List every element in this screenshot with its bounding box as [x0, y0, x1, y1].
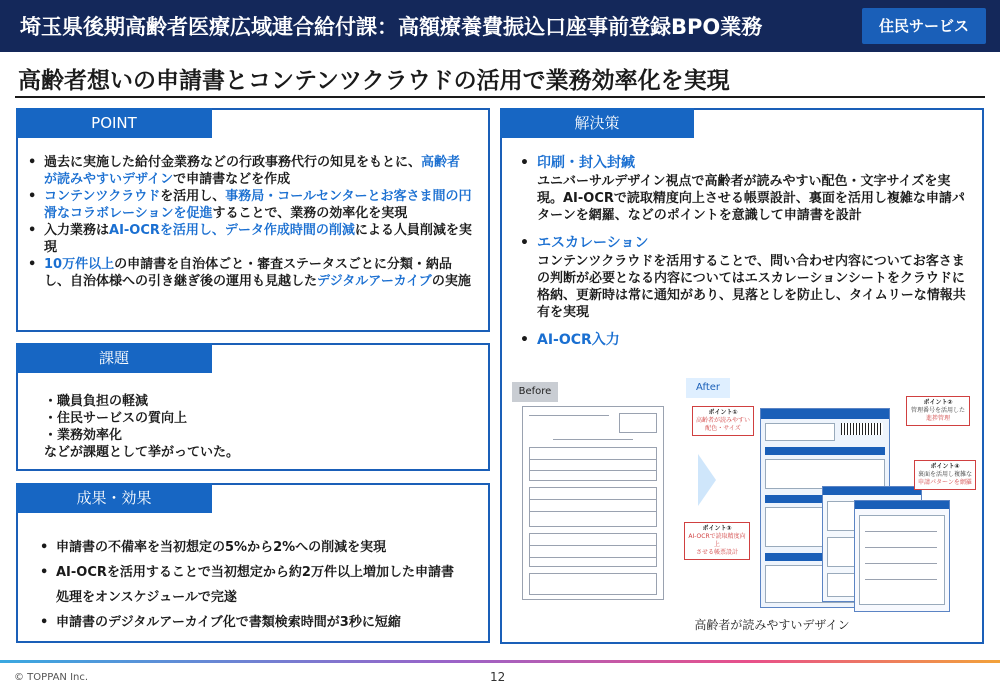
point-text: による人員削減を実現 [44, 223, 472, 255]
before-label: Before [512, 382, 558, 402]
footer-gradient-bar [0, 660, 1000, 663]
point-item [28, 188, 472, 222]
point-highlight: 事務局・コールセンターとお客さま間の円滑なコラボレーションを促進 [44, 189, 472, 221]
before-form-image [522, 406, 664, 600]
point-text: の実施 [431, 274, 471, 289]
after-label: After [686, 378, 730, 398]
point-text: することで、業務の効率化を実現 [212, 206, 408, 221]
solution-item [520, 154, 970, 224]
result-item: • 申請書のデジタルアーカイブ化で書類検索時間が3秒に短縮 [40, 610, 460, 635]
point-item [28, 154, 472, 188]
issues-text [44, 393, 239, 461]
callout-point-4: ポイント④ 裏面を活用し複雑な 申請パターンを網羅 [914, 460, 976, 490]
after-form-back-2 [854, 500, 950, 612]
page-title: 高齢者想いの申請書とコンテンツクラウドの活用で業務効率化を実現 [18, 68, 730, 94]
point-highlight: AI-OCRを活用し、データ作成時間の削減 [109, 223, 355, 238]
header-bar [0, 0, 1000, 52]
issue-line: ・住民サービスの質向上 [44, 411, 188, 426]
solution-tab: 解決策 [500, 108, 694, 138]
arrow-right-icon [698, 454, 716, 506]
point-tab: POINT [16, 108, 212, 138]
point-item [28, 256, 472, 290]
category-badge: 住民サービス [862, 8, 986, 44]
issues-tab: 課題 [16, 343, 212, 373]
solution-heading: • エスカレーション [520, 234, 970, 253]
point-highlight: 高齢者が読みやすいデザイン [44, 155, 461, 187]
point-list [28, 154, 472, 290]
page-number: 12 [490, 670, 506, 684]
point-panel [16, 108, 490, 332]
solution-heading: • 印刷・封入封緘 [520, 154, 970, 173]
point-highlight: 10万件以上 [44, 257, 115, 272]
callout-point-2: ポイント② 管理番号を活用した 進捗管理 [906, 396, 970, 426]
solution-list [520, 154, 970, 360]
solution-heading: • AI-OCR入力 [520, 331, 970, 350]
solution-item [520, 331, 970, 350]
header-title: 埼玉県後期高齢者医療広域連合給付課：高額療養費振込口座事前登録BPO業務 [20, 15, 763, 39]
point-item [28, 222, 472, 256]
point-highlight: コンテンツクラウド [44, 189, 161, 204]
callout-point-1: ポイント① 高齢者が読みやすい 配色・サイズ [692, 406, 754, 436]
solution-body: ユニバーサルデザイン視点で高齢者が読みやすい配色・文字サイズを実現。AI-OCRで読取精度向上させる帳票設計、裏面を活用し複雑な申請パターンを網羅、などのポイントを意識して申請書を設計 [537, 174, 965, 223]
figure-caption: 高齢者が読みやすいデザイン [694, 618, 850, 632]
issue-line: ・業務効率化 [44, 428, 123, 443]
point-text: 過去に実施した給付金業務などの行政事務代行の知見をもとに、 [44, 155, 422, 170]
results-tab: 成果・効果 [16, 483, 212, 513]
solution-body: コンテンツクラウドを活用することで、問い合わせ内容についてお客さまの判断が必要となる内容についてはエスカレーションシートをクラウドに格納、更新時は常に通知があり、見落としを防止し、タイムリーな情報共有を実現 [537, 254, 966, 320]
issue-line: ・職員負担の軽減 [44, 394, 149, 409]
point-highlight: デジタルアーカイブ [317, 274, 432, 289]
issue-summary: などが課題として挙がっていた。 [44, 445, 240, 460]
solution-item [520, 234, 970, 321]
title-underline [15, 96, 985, 98]
result-item: • 申請書の不備率を当初想定の5%から2%への削減を実現 [40, 535, 460, 560]
results-list [40, 535, 460, 635]
solution-panel [500, 108, 984, 644]
issues-panel [16, 343, 490, 471]
callout-point-3: ポイント③ AI-OCRで読取精度向上 させる帳票設計 [684, 522, 750, 560]
results-panel [16, 483, 490, 643]
point-text: の申請書を自治体ごと・審査ステータスごとに分類・納品し、自治体様への引き継ぎ後の運用も見越した [44, 257, 452, 289]
point-text: 入力業務は [44, 223, 110, 238]
point-text: を活用し、 [160, 189, 226, 204]
point-text: で申請書などを作成 [173, 172, 291, 187]
copyright: © TOPPAN Inc. [14, 672, 89, 683]
result-item: • AI-OCRを活用することで当初想定から約2万件以上増加した申請書処理をオンスケジュールで完遂 [40, 560, 460, 610]
